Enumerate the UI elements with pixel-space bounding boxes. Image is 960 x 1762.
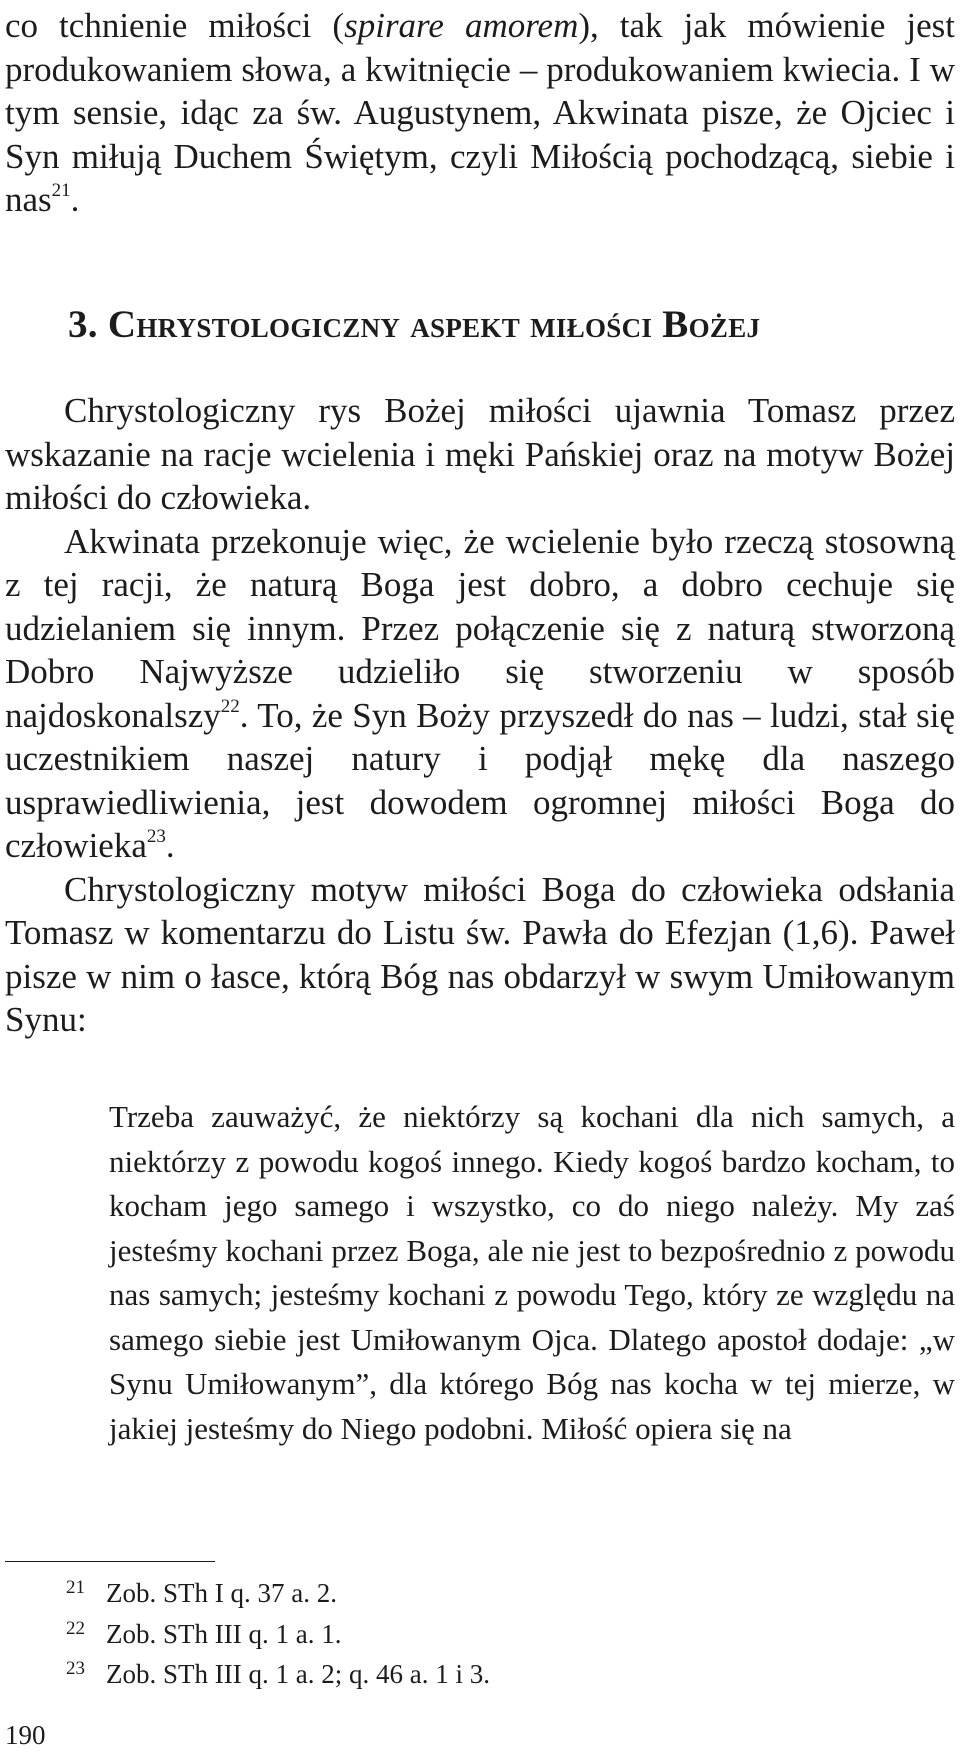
footnote-22 [66, 1616, 490, 1657]
page-number: 190 [5, 1720, 46, 1750]
footnote-number: 21 [66, 1577, 85, 1598]
latin-phrase: spirare amorem [344, 6, 579, 45]
block-quote: Trzeba zauważyć, że niektórzy są kochani dla nich samych, a niektórzy z powodu kogoś innego. Kiedy kogoś bardzo kocham, to kocham jego samego i wszystko, co do niego należy. My zaś jesteśmy kochani przez Boga, ale nie jest to bezpośrednio z powodu nas samych; jesteśmy kochani z powodu Tego, który ze względu na samego siebie jest Umiłowanym Ojca. Dlatego apostoł dodaje: „w Synu Umiłowanym”, dla którego Bóg nas kocha w tej mierze, w jakiej jesteśmy do Niego podobni. Miłość opiera się na [109, 1099, 955, 1446]
intro-paragraph [5, 4, 955, 222]
footnote-ref-23[interactable]: 23 [146, 826, 166, 848]
footnote-number: 23 [66, 1658, 85, 1679]
section-body [5, 389, 955, 1042]
footnote-text: Zob. STh I q. 37 a. 2. [106, 1578, 337, 1608]
body-paragraph-2-text-b: . To, że Syn Boży przyszedł do nas – ludzi, stał się uczestnikiem naszej natury i podjął mękę dla naszego usprawiedliwienia, jest dowodem ogromnej miłości Boga do człowieka [5, 695, 955, 865]
footnote-21 [66, 1575, 490, 1616]
section-heading: 3. Chrystologiczny aspekt miłości Bożej [68, 303, 761, 346]
intro-text-1: co tchnienie miłości ( [5, 6, 345, 45]
body-paragraph-1: Chrystologiczny rys Bożej miłości ujawnia Tomasz przez wskazanie na racje wcielenia i męki Pańskiej oraz na motyw Bożej miłości do człowieka. [5, 391, 955, 517]
footnote-ref-21[interactable]: 21 [51, 180, 71, 202]
body-paragraph-2-text-c: . [165, 826, 175, 865]
footnote-number: 22 [66, 1617, 85, 1639]
footnotes-list [66, 1575, 490, 1697]
body-paragraph-2 [5, 520, 955, 868]
body-paragraph-3: Chrystologiczny motyw miłości Boga do człowieka odsłania Tomasz w komentarzu do Listu św. Pawła do Efezjan (1,6). Paweł pisze w nim o łasce, którą Bóg nas obdarzył w swym Umiłowanym Synu: [5, 869, 955, 1039]
intro-text-2: ), tak jak mówienie jest produkowaniem słowa, a kwitnięcie – produkowaniem kwiecia. I w tym sensie, idąc za św. Augustynem, Akwinata pisze, że Ojciec i Syn miłują Duchem Świętym, czyli Miłością pochodzącą, siebie i nas [5, 6, 955, 219]
footnote-text: Zob. STh III q. 1 a. 2; q. 46 a. 1 i 3. [106, 1659, 490, 1689]
footnote-divider [5, 1561, 215, 1562]
footnote-text: Zob. STh III q. 1 a. 1. [106, 1618, 342, 1649]
body-paragraph-2-text-a: Akwinata przekonuje więc, że wcielenie było rzeczą stosowną z tej racji, że naturą Boga jest dobro, a dobro cechuje się udzielaniem się innym. Przez połączenie się z naturą stworzoną Dobro Najwyższe udzieliło się stworzeniu w sposób najdoskonalszy [5, 521, 955, 735]
intro-text-3: . [70, 180, 80, 219]
footnote-ref-22[interactable]: 22 [220, 695, 240, 717]
footnote-23 [66, 1656, 490, 1697]
